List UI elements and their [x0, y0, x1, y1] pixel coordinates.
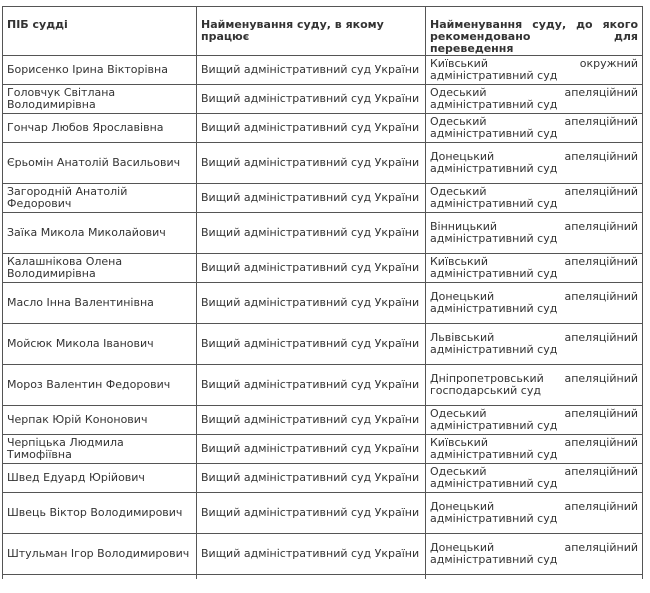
judge-name-cell: Мороз Валентин Федорович [3, 365, 197, 406]
target-court-cell: Вінницький апеляційний адміністративний суд [426, 213, 643, 254]
table-row [3, 324, 643, 365]
target-court-cell: Львівський апеляційний адміністративний суд [426, 324, 643, 365]
current-court-cell: Вищий адміністративний суд України [197, 184, 426, 213]
target-court-cell: Дніпропетровський апеляційний господарський суд [426, 365, 643, 406]
table-row [3, 143, 643, 184]
current-court-cell: Вищий адміністративний суд України [197, 406, 426, 435]
header-judge-name: ПІБ судді [3, 7, 197, 56]
current-court-cell: Вищий адміністративний суд України [197, 143, 426, 184]
current-court-cell: Вищий адміністративний суд України [197, 114, 426, 143]
judge-name-cell: Головчук Світлана Володимирівна [3, 85, 197, 114]
judge-name-cell: Черпак Юрій Кононович [3, 406, 197, 435]
current-court-cell: Вищий адміністративний суд України [197, 493, 426, 534]
table-row [3, 365, 643, 406]
target-court-cell: Донецький апеляційний адміністративний суд [426, 534, 643, 575]
table-row [3, 464, 643, 493]
table-row [3, 493, 643, 534]
table-row [3, 435, 643, 464]
judge-name-cell: Гончар Любов Ярославівна [3, 114, 197, 143]
judge-name-cell: Швець Віктор Володимирович [3, 493, 197, 534]
target-court-cell: Донецький апеляційний адміністративний суд [426, 143, 643, 184]
current-court-cell: Вищий адміністративний суд України [197, 534, 426, 575]
empty-cell [197, 575, 426, 580]
table-row [3, 184, 643, 213]
target-court-cell: Донецький апеляційний адміністративний суд [426, 493, 643, 534]
current-court-cell: Вищий адміністративний суд України [197, 283, 426, 324]
current-court-cell: Вищий адміністративний суд України [197, 435, 426, 464]
current-court-cell: Вищий адміністративний суд України [197, 56, 426, 85]
table-row [3, 406, 643, 435]
table-row-partial [3, 575, 643, 580]
target-court-cell: Донецький апеляційний адміністративний суд [426, 283, 643, 324]
target-court-cell: Одеський апеляційний адміністративний суд [426, 114, 643, 143]
judge-name-cell: Масло Інна Валентинівна [3, 283, 197, 324]
judge-name-cell: Заїка Микола Миколайович [3, 213, 197, 254]
table-row [3, 213, 643, 254]
empty-cell [3, 575, 197, 580]
current-court-cell: Вищий адміністративний суд України [197, 254, 426, 283]
header-current-court: Найменування суду, в якому працює [197, 7, 426, 56]
judge-name-cell: Борисенко Ірина Вікторівна [3, 56, 197, 85]
target-court-cell: Одеський апеляційний адміністративний суд [426, 464, 643, 493]
judge-name-cell: Штульман Ігор Володимирович [3, 534, 197, 575]
judge-name-cell: Єрьомін Анатолій Васильович [3, 143, 197, 184]
current-court-cell: Вищий адміністративний суд України [197, 464, 426, 493]
judge-name-cell: Загородній Анатолій Федорович [3, 184, 197, 213]
judge-name-cell: Мойсюк Микола Іванович [3, 324, 197, 365]
header-target-court: Найменування суду, до якого рекомендовано для переведення [426, 7, 643, 56]
table-row [3, 56, 643, 85]
table-row [3, 114, 643, 143]
target-court-cell: Київський апеляційний адміністративний суд [426, 435, 643, 464]
judge-name-cell: Швед Едуард Юрійович [3, 464, 197, 493]
judge-name-cell: Черпіцька Людмила Тимофіївна [3, 435, 197, 464]
table-row [3, 283, 643, 324]
table-row [3, 85, 643, 114]
table-row [3, 534, 643, 575]
current-court-cell: Вищий адміністративний суд України [197, 213, 426, 254]
current-court-cell: Вищий адміністративний суд України [197, 365, 426, 406]
judges-transfer-table [2, 6, 643, 579]
target-court-cell: Київський окружний адміністративний суд [426, 56, 643, 85]
header-row [3, 7, 643, 56]
target-court-cell: Одеський апеляційний адміністративний суд [426, 85, 643, 114]
current-court-cell: Вищий адміністративний суд України [197, 324, 426, 365]
table-row [3, 254, 643, 283]
current-court-cell: Вищий адміністративний суд України [197, 85, 426, 114]
target-court-cell: Одеський апеляційний адміністративний суд [426, 406, 643, 435]
target-court-cell: Одеський апеляційний адміністративний суд [426, 184, 643, 213]
target-court-cell: Київський апеляційний адміністративний суд [426, 254, 643, 283]
empty-cell [426, 575, 643, 580]
judge-name-cell: Калашнікова Олена Володимирівна [3, 254, 197, 283]
